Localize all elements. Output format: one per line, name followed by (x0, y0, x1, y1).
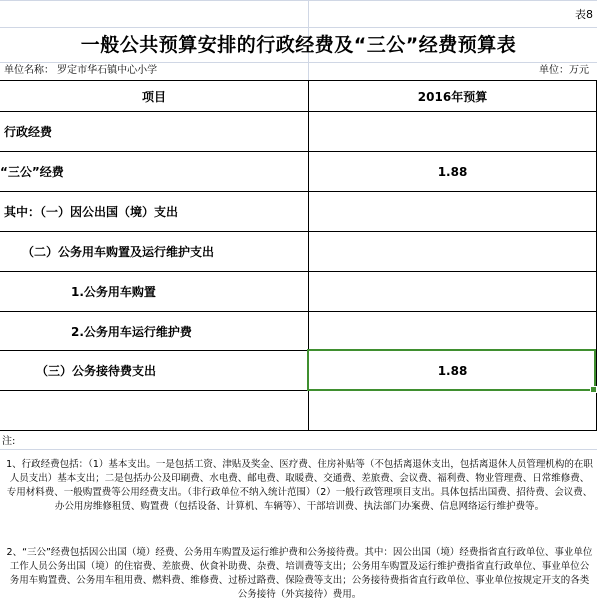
row-value-vehicle-purchase[interactable] (309, 272, 596, 311)
row-value-reception[interactable]: 1.88 (437, 363, 468, 378)
row-value-admin-expense[interactable] (309, 112, 596, 151)
row-label-three-public[interactable]: “三公”经费 (0, 165, 64, 179)
unit-name: 单位名称： 罗定市华石镇中心小学 (4, 65, 158, 76)
table-border (0, 430, 597, 431)
column-header-budget: 2016年预算 (417, 89, 488, 104)
fill-handle[interactable] (590, 386, 597, 393)
column-header-item: 项目 (141, 89, 166, 104)
row-value-overseas[interactable] (309, 192, 596, 231)
row-label-empty[interactable] (4, 391, 304, 430)
row-value-three-public[interactable]: 1.88 (437, 164, 468, 179)
unit-currency: 单位：万元 (539, 65, 589, 76)
grid-line (0, 449, 597, 450)
row-label-admin-expense[interactable]: 行政经费 (4, 125, 53, 139)
row-label-vehicle[interactable]: （二）公务用车购置及运行维护支出 (22, 245, 215, 259)
row-label-vehicle-purchase[interactable]: 1.公务用车购置 (71, 285, 156, 299)
row-value-empty[interactable] (309, 391, 596, 430)
row-value-vehicle[interactable] (309, 232, 596, 271)
active-cell-selection[interactable] (307, 349, 596, 391)
note-three-public: 2、“三公”经费包括因公出国（境）经费、公务用车购置及运行维护费和公务接待费。其中：因公出国（境）经费指省直行政单位、事业单位工作人员公务出国（境）的住宿费、差旅费、伙食补助费、杂费、培训费等支出；公务用车购置及运行维护费指省直行政单位、事业单位公务用车购置费、公务用车租用费、燃料费、维修费、过桥过路费、保险费等支出；公务接待费指省直行政单位、事业单位按规定开支的各类公务接待（外宾接待）费用。 (6, 547, 593, 600)
row-label-overseas[interactable]: 其中：（一）因公出国（境）支出 (4, 205, 179, 219)
grid-line (0, 0, 597, 1)
notes-label: 注: (2, 436, 16, 447)
row-value-vehicle-maintenance[interactable] (309, 312, 596, 350)
note-admin-expense: 1、行政经费包括：（1）基本支出。一是包括工资、津贴及奖金、医疗费、住房补贴等（不包括离退休支出，包括离退休人员管理机构的在职人员支出）基本支出；二是包括办公及印刷费、水电费、邮电费、取暖费、交通费、差旅费、会议费、福利费、物业管理费、日常维修费、专用材料费、一般购置费等公用经费支出。（非行政单位不纳入统计范围）（2）一般行政管理项目支出。具体包括出国费、招待费、会议费、办公用房维修租赁、购置费（包括设备、计算机、车辆等）、干部培训费、执法部门办案费、信息网络运行维护费等。 (6, 459, 593, 512)
sheet-number: 表8 (575, 8, 593, 21)
row-label-reception[interactable]: （三）公务接待费支出 (36, 364, 157, 378)
row-label-vehicle-maintenance[interactable]: 2.公务用车运行维护费 (71, 324, 192, 339)
page-title: 一般公共预算安排的行政经费及“三公”经费预算表 (80, 34, 517, 56)
